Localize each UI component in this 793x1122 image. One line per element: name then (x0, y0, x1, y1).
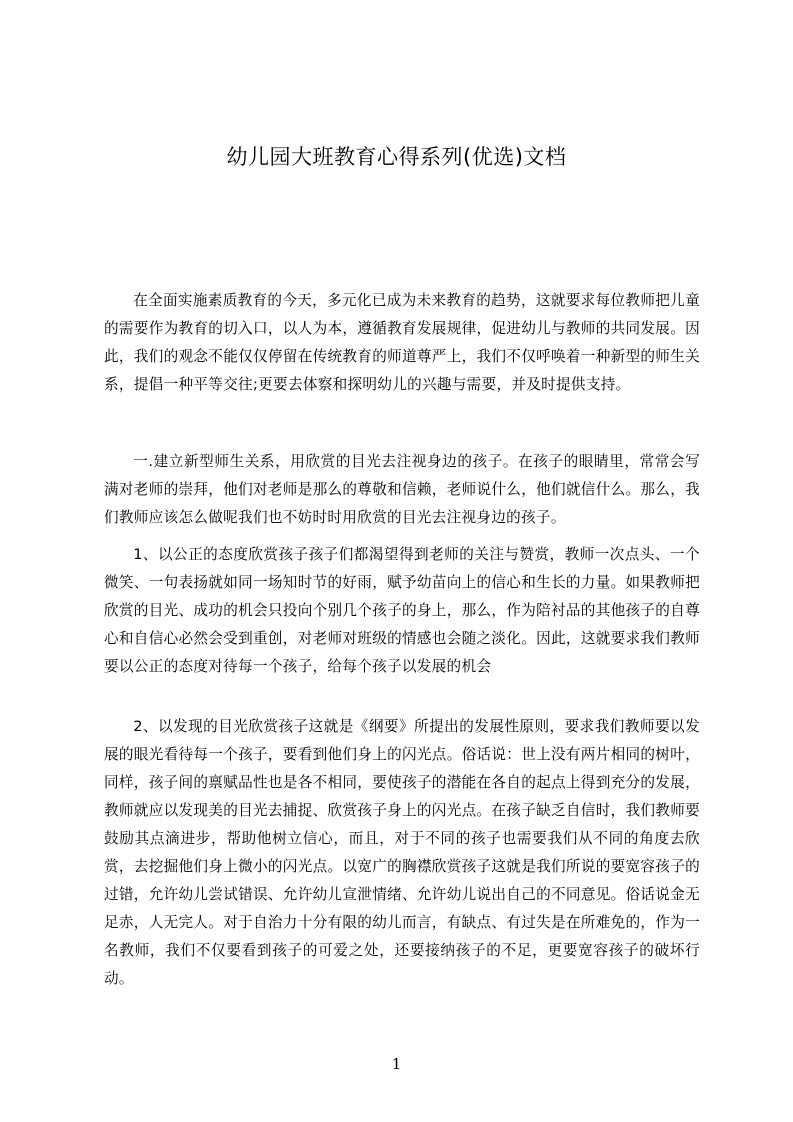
paragraph-point-one: 1、以公正的态度欣赏孩子孩子们都渴望得到老师的关注与赞赏，教师一次点头、一个微笑、一句表扬就如同一场知时节的好雨，赋予幼苗向上的信心和生长的力量。如果教师把欣赏的目光、成功的机会只投向个别几个孩子的身上，那么，作为陪衬品的其他孩子的自尊心和自信心必然会受到重创，对老师对班级的情感也会随之淡化。因此，这就要求我们教师要以公正的态度对待每一个孩子，给每个孩子以发展的机会 (104, 546, 700, 675)
paragraph-intro: 在全面实施素质教育的今天，多元化已成为未来教育的趋势，这就要求每位教师把儿童的需要作为教育的切入口，以人为本，遵循教育发展规律，促进幼儿与教师的共同发展。因此，我们的观念不能仅仅停留在传统教育的师道尊严上，我们不仅呼唤着一种新型的师生关系，提倡一种平等交往;更要去体察和探明幼儿的兴趣与需要，并及时提供支持。 (104, 292, 700, 393)
paragraph-point-two: 2、以发现的目光欣赏孩子这就是《纲要》所提出的发展性原则，要求我们教师要以发展的眼光看待每一个孩子，要看到他们身上的闪光点。俗话说：世上没有两片相同的树叶，同样，孩子间的禀赋品性也是各不相同，要使孩子的潜能在各自的起点上得到充分的发展，教师就应以发现美的目光去捕捉、欣赏孩子身上的闪光点。在孩子缺乏自信时，我们教师要鼓励其点滴进步，帮助他树立信心，而且，对于不同的孩子也需要我们从不同的角度去欣赏，去挖掘他们身上微小的闪光点。以宽广的胸襟欣赏孩子这就是我们所说的要宽容孩子的过错，允许幼儿尝试错误、允许幼儿宣泄情绪、允许幼儿说出自己的不同意见。俗话说金无足赤，人无完人。对于自治力十分有限的幼儿而言，有缺点、有过失是在所难免的，作为一名教师，我们不仅要看到孩子的可爱之处，还要接纳孩子的不足，更要宽容孩子的破坏行动。 (104, 718, 700, 987)
document-title: 幼儿园大班教育心得系列(优选)文档 (226, 145, 567, 169)
page-number: 1 (391, 1055, 402, 1073)
paragraph-section-one: 一.建立新型师生关系，用欣赏的目光去注视身边的孩子。在孩子的眼睛里，常常会写满对老师的崇拜，他们对老师是那么的尊敬和信赖，老师说什么，他们就信什么。那么，我们教师应该怎么做呢我们也不妨时时用欣赏的目光去注视身边的孩子。 (104, 453, 700, 526)
